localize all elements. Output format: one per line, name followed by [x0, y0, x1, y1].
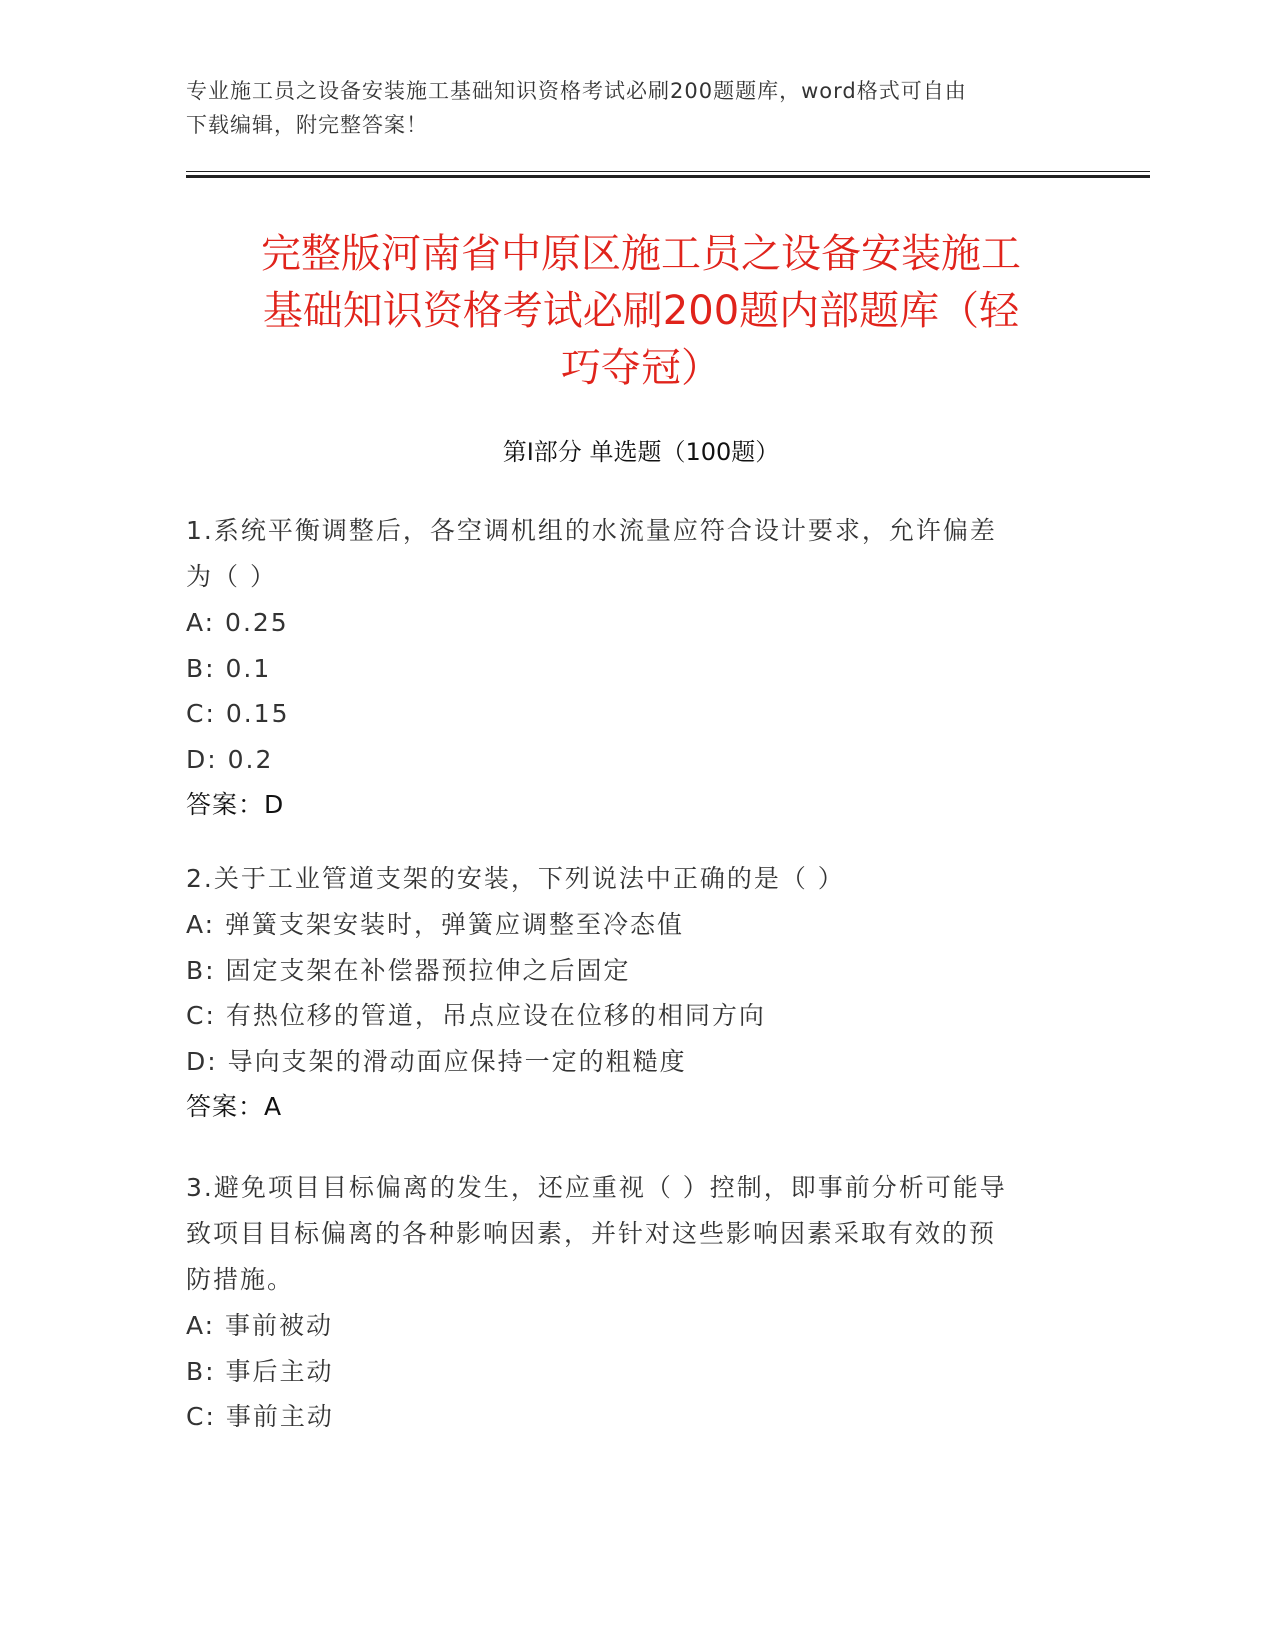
question-stem: 防措施。	[186, 1265, 295, 1294]
option-a: A: 0.25	[186, 608, 289, 637]
question-stem: 3.避免项目目标偏离的发生，还应重视（ ）控制，即事前分析可能导	[186, 1173, 1007, 1202]
question-stem: 致项目目标偏离的各种影响因素，并针对这些影响因素采取有效的预	[186, 1219, 997, 1248]
option-a: A: 事前被动	[186, 1311, 334, 1340]
option-a: A: 弹簧支架安装时，弹簧应调整至冷态值	[186, 910, 685, 939]
option-c: C: 有热位移的管道，吊点应设在位移的相同方向	[186, 1001, 766, 1030]
question-stem: 2.关于工业管道支架的安装，下列说法中正确的是（ ）	[186, 864, 845, 893]
question-1	[186, 508, 1066, 827]
document-title	[186, 226, 1096, 397]
title-line2: 基础知识资格考试必刷200题内部题库（轻	[262, 288, 1020, 334]
title-line1: 完整版河南省中原区施工员之设备安装施工	[261, 231, 1021, 277]
option-b: B: 0.1	[186, 653, 272, 683]
header-divider-thin	[186, 171, 1150, 172]
option-c: C: 0.15	[186, 699, 290, 728]
question-stem: 1.系统平衡调整后，各空调机组的水流量应符合设计要求，允许偏差	[186, 516, 997, 545]
question-2	[186, 856, 1066, 1129]
option-b: B: 事后主动	[186, 1356, 334, 1386]
option-d: D: 0.2	[186, 744, 274, 774]
answer: 答案：D	[186, 790, 285, 819]
header-divider-thick	[186, 175, 1150, 178]
option-c: C: 事前主动	[186, 1402, 334, 1431]
question-stem: 为（ ）	[186, 562, 277, 591]
question-3	[186, 1165, 1066, 1440]
option-b: B: 固定支架在补偿器预拉伸之后固定	[186, 955, 631, 985]
header-note-line1: 专业施工员之设备安装施工基础知识资格考试必刷200题题库，word格式可自由	[186, 79, 967, 103]
title-line3: 巧夺冠）	[561, 345, 721, 391]
header-note	[186, 74, 1066, 142]
answer: 答案：A	[186, 1092, 283, 1121]
option-d: D: 导向支架的滑动面应保持一定的粗糙度	[186, 1046, 687, 1076]
section-heading: 第I部分 单选题（100题）	[502, 438, 780, 466]
header-note-line2: 下载编辑，附完整答案！	[186, 113, 428, 137]
